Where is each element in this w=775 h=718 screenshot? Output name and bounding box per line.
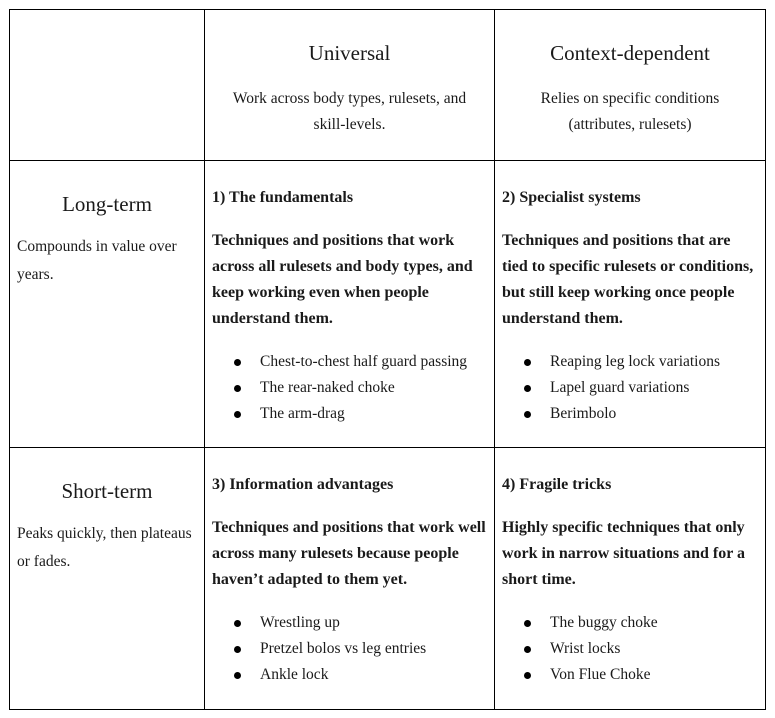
long-term-title: Long-term [62,192,152,216]
example-list [212,349,487,427]
list-item-text: Ankle lock [260,666,329,683]
list-item-text: Wrestling up [260,614,340,631]
list-item [234,610,487,636]
bullet-icon [524,411,531,418]
bullet-icon [234,385,241,392]
example-list [212,610,487,688]
list-item [234,636,487,662]
list-item [234,349,487,375]
bullet-icon [234,646,241,653]
corner-cell [10,10,205,161]
list-item-text: Von Flue Choke [550,666,651,683]
bullet-icon [524,646,531,653]
short-term-title: Short-term [61,479,153,503]
long-term-subtitle: Compounds in value over years. [17,238,177,283]
list-item [524,636,758,662]
list-item [524,375,758,401]
quadrant-specialist-systems [495,161,766,448]
example-list [502,349,758,427]
quadrant-description: Techniques and positions that work well across many rulesets because people haven’t adapted to them yet. [212,519,486,588]
quadrant-title: 3) Information advantages [212,476,394,493]
bullet-icon [234,672,241,679]
bullet-icon [234,620,241,627]
quadrant-title: 2) Specialist systems [502,189,641,206]
list-item-text: The rear-naked choke [260,379,395,396]
list-item [524,662,758,688]
quadrant-title: 4) Fragile tricks [502,476,612,493]
universal-header-cell [205,10,495,161]
list-item [234,375,487,401]
example-list [502,610,758,688]
long-term-header-cell [10,161,205,448]
header-row [10,10,766,161]
quadrant-title: 1) The fundamentals [212,189,354,206]
quadrant-fundamentals [205,161,495,448]
bullet-icon [524,359,531,366]
list-item-text: Chest-to-chest half guard passing [260,353,468,370]
technique-matrix-table [9,9,766,710]
quadrant-fragile-tricks [495,448,766,710]
list-item-text: Berimbolo [550,405,617,422]
list-item [524,349,758,375]
short-term-header-cell [10,448,205,710]
quadrant-description: Highly specific techniques that only work in narrow situations and for a short time. [502,519,745,588]
list-item-text: The arm-drag [260,405,345,422]
list-item-text: Reaping leg lock variations [550,353,721,370]
list-item [234,662,487,688]
short-term-row [10,448,766,710]
list-item [524,610,758,636]
quadrant-description: Techniques and positions that work across all rulesets and body types, and keep working even when people understand them. [212,232,473,327]
list-item [524,401,758,427]
context-title: Context-dependent [550,41,710,65]
universal-title: Universal [308,41,391,65]
bullet-icon [524,620,531,627]
bullet-icon [234,359,241,366]
context-subtitle: Relies on specific conditions (attributes, rulesets) [540,90,720,133]
list-item-text: Lapel guard variations [550,379,690,396]
list-item [234,401,487,427]
bullet-icon [234,411,241,418]
quadrant-information-advantages [205,448,495,710]
universal-subtitle: Work across body types, rulesets, and skill-levels. [232,90,467,133]
bullet-icon [524,672,531,679]
bullet-icon [524,385,531,392]
quadrant-description: Techniques and positions that are tied to specific rulesets or conditions, but still keep working once people understand them. [502,232,754,327]
context-header-cell [495,10,766,161]
list-item-text: Pretzel bolos vs leg entries [260,640,427,657]
short-term-subtitle: Peaks quickly, then plateaus or fades. [17,525,192,570]
list-item-text: Wrist locks [550,640,621,657]
list-item-text: The buggy choke [550,614,658,631]
long-term-row [10,161,766,448]
